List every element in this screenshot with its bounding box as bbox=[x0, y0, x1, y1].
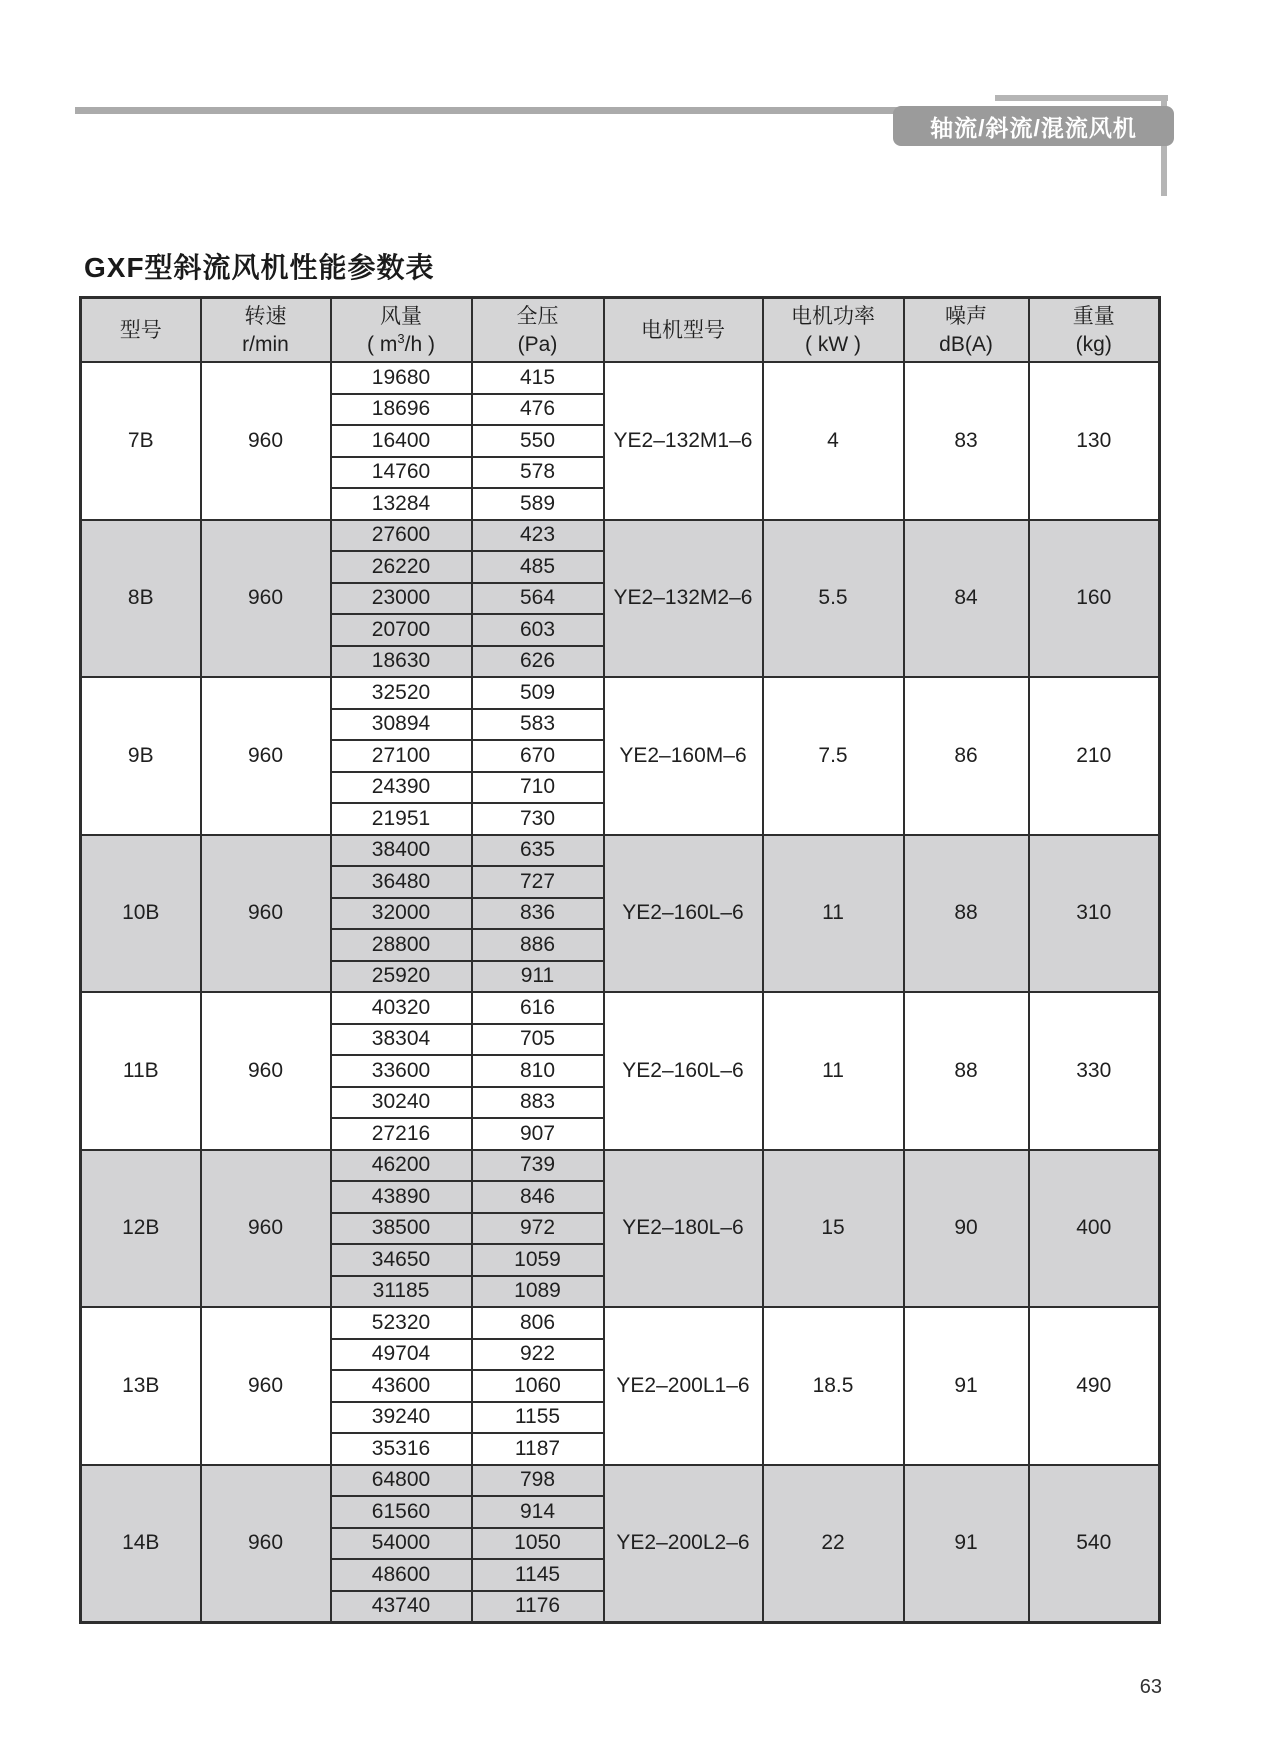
flow-cell: 32000 bbox=[331, 898, 472, 930]
model-cell: 11B bbox=[81, 992, 201, 1150]
speed-cell: 960 bbox=[201, 835, 331, 993]
flow-cell: 26220 bbox=[331, 551, 472, 583]
pressure-cell: 1187 bbox=[472, 1433, 604, 1465]
pressure-cell: 626 bbox=[472, 646, 604, 678]
header-row bbox=[81, 298, 1160, 363]
flow-cell: 39240 bbox=[331, 1402, 472, 1434]
weight-cell: 490 bbox=[1029, 1307, 1160, 1465]
column-header-power bbox=[763, 298, 904, 363]
table-row bbox=[81, 520, 1160, 552]
pressure-cell: 806 bbox=[472, 1307, 604, 1339]
pressure-cell: 1060 bbox=[472, 1370, 604, 1402]
motor-cell: YE2–160L–6 bbox=[604, 992, 763, 1150]
power-cell: 11 bbox=[763, 992, 904, 1150]
pressure-cell: 730 bbox=[472, 803, 604, 835]
flow-cell: 34650 bbox=[331, 1244, 472, 1276]
speed-cell: 960 bbox=[201, 677, 331, 835]
pressure-cell: 922 bbox=[472, 1339, 604, 1371]
flow-cell: 18630 bbox=[331, 646, 472, 678]
flow-cell: 30240 bbox=[331, 1087, 472, 1119]
pressure-cell: 907 bbox=[472, 1118, 604, 1150]
noise-cell: 88 bbox=[904, 835, 1029, 993]
flow-cell: 28800 bbox=[331, 929, 472, 961]
weight-cell: 330 bbox=[1029, 992, 1160, 1150]
flow-cell: 38500 bbox=[331, 1213, 472, 1245]
flow-cell: 13284 bbox=[331, 488, 472, 520]
pressure-cell: 415 bbox=[472, 362, 604, 394]
pressure-cell: 564 bbox=[472, 583, 604, 615]
column-header-motor bbox=[604, 298, 763, 363]
motor-cell: YE2–160M–6 bbox=[604, 677, 763, 835]
top-accent-bar bbox=[75, 107, 907, 114]
weight-cell: 540 bbox=[1029, 1465, 1160, 1623]
header-noise-unit: dB(A) bbox=[939, 332, 993, 356]
table-row bbox=[81, 362, 1160, 394]
flow-cell: 46200 bbox=[331, 1150, 472, 1182]
pressure-cell: 1145 bbox=[472, 1559, 604, 1591]
flow-cell: 38304 bbox=[331, 1024, 472, 1056]
pressure-cell: 423 bbox=[472, 520, 604, 552]
noise-cell: 86 bbox=[904, 677, 1029, 835]
header-flow-label: 风量 bbox=[380, 304, 422, 328]
pressure-cell: 670 bbox=[472, 740, 604, 772]
pressure-cell: 589 bbox=[472, 488, 604, 520]
motor-cell: YE2–132M2–6 bbox=[604, 520, 763, 678]
table-row bbox=[81, 1465, 1160, 1497]
header-weight-label: 重量 bbox=[1072, 304, 1115, 328]
model-cell: 12B bbox=[81, 1150, 201, 1308]
power-cell: 5.5 bbox=[763, 520, 904, 678]
pressure-cell: 710 bbox=[472, 772, 604, 804]
weight-cell: 160 bbox=[1029, 520, 1160, 678]
column-header-pressure bbox=[472, 298, 604, 363]
flow-cell: 36480 bbox=[331, 866, 472, 898]
pressure-cell: 1155 bbox=[472, 1402, 604, 1434]
power-cell: 22 bbox=[763, 1465, 904, 1623]
pressure-cell: 476 bbox=[472, 394, 604, 426]
pressure-cell: 635 bbox=[472, 835, 604, 867]
flow-cell: 43740 bbox=[331, 1591, 472, 1623]
motor-cell: YE2–180L–6 bbox=[604, 1150, 763, 1308]
power-cell: 18.5 bbox=[763, 1307, 904, 1465]
flow-cell: 38400 bbox=[331, 835, 472, 867]
weight-cell: 210 bbox=[1029, 677, 1160, 835]
header-power-unit: ( kW ) bbox=[805, 332, 861, 356]
header-motor-label: 电机型号 bbox=[641, 318, 725, 342]
pressure-cell: 1050 bbox=[472, 1528, 604, 1560]
column-header-model bbox=[81, 298, 201, 363]
pressure-cell: 846 bbox=[472, 1181, 604, 1213]
pressure-cell: 705 bbox=[472, 1024, 604, 1056]
header-pressure-label: 全压 bbox=[516, 304, 559, 328]
flow-cell: 21951 bbox=[331, 803, 472, 835]
model-cell: 10B bbox=[81, 835, 201, 993]
speed-cell: 960 bbox=[201, 992, 331, 1150]
column-header-weight bbox=[1029, 298, 1160, 363]
flow-cell: 49704 bbox=[331, 1339, 472, 1371]
flow-cell: 27216 bbox=[331, 1118, 472, 1150]
performance-table bbox=[79, 296, 1161, 1624]
header-speed-unit: r/min bbox=[242, 332, 289, 356]
flow-cell: 48600 bbox=[331, 1559, 472, 1591]
page-number: 63 bbox=[1139, 1676, 1162, 1698]
pressure-cell: 886 bbox=[472, 929, 604, 961]
pressure-cell: 972 bbox=[472, 1213, 604, 1245]
speed-cell: 960 bbox=[201, 1465, 331, 1623]
flow-cell: 19680 bbox=[331, 362, 472, 394]
noise-cell: 91 bbox=[904, 1465, 1029, 1623]
model-cell: 8B bbox=[81, 520, 201, 678]
pressure-cell: 739 bbox=[472, 1150, 604, 1182]
column-header-speed bbox=[201, 298, 331, 363]
power-cell: 15 bbox=[763, 1150, 904, 1308]
noise-cell: 84 bbox=[904, 520, 1029, 678]
model-cell: 14B bbox=[81, 1465, 201, 1623]
pressure-cell: 1059 bbox=[472, 1244, 604, 1276]
pressure-cell: 550 bbox=[472, 425, 604, 457]
pressure-cell: 1176 bbox=[472, 1591, 604, 1623]
page-title: GXF型斜流风机性能参数表 bbox=[84, 252, 435, 283]
noise-cell: 90 bbox=[904, 1150, 1029, 1308]
noise-cell: 88 bbox=[904, 992, 1029, 1150]
flow-cell: 54000 bbox=[331, 1528, 472, 1560]
motor-cell: YE2–132M1–6 bbox=[604, 362, 763, 520]
model-cell: 9B bbox=[81, 677, 201, 835]
header-noise-label: 噪声 bbox=[945, 304, 987, 328]
table-row bbox=[81, 835, 1160, 867]
weight-cell: 400 bbox=[1029, 1150, 1160, 1308]
table-body bbox=[81, 362, 1160, 1623]
flow-cell: 27600 bbox=[331, 520, 472, 552]
section-tab-badge bbox=[893, 106, 1174, 146]
table-row bbox=[81, 992, 1160, 1024]
flow-cell: 64800 bbox=[331, 1465, 472, 1497]
header-speed-label: 转速 bbox=[244, 304, 287, 328]
flow-cell: 14760 bbox=[331, 457, 472, 489]
pressure-cell: 603 bbox=[472, 614, 604, 646]
header-power-label: 电机功率 bbox=[791, 304, 875, 328]
table-row bbox=[81, 1307, 1160, 1339]
pressure-cell: 727 bbox=[472, 866, 604, 898]
pressure-cell: 836 bbox=[472, 898, 604, 930]
flow-cell: 30894 bbox=[331, 709, 472, 741]
header-flow-unit bbox=[332, 332, 471, 357]
flow-cell: 25920 bbox=[331, 961, 472, 993]
flow-cell: 35316 bbox=[331, 1433, 472, 1465]
flow-cell: 33600 bbox=[331, 1055, 472, 1087]
power-cell: 4 bbox=[763, 362, 904, 520]
model-cell: 13B bbox=[81, 1307, 201, 1465]
pressure-cell: 911 bbox=[472, 961, 604, 993]
flow-cell: 43890 bbox=[331, 1181, 472, 1213]
pressure-cell: 583 bbox=[472, 709, 604, 741]
flow-cell: 61560 bbox=[331, 1496, 472, 1528]
corner-bracket-horizontal-line bbox=[995, 95, 1168, 101]
flow-unit-superscript: 3 bbox=[397, 330, 405, 346]
pressure-cell: 616 bbox=[472, 992, 604, 1024]
flow-cell: 16400 bbox=[331, 425, 472, 457]
motor-cell: YE2–200L1–6 bbox=[604, 1307, 763, 1465]
weight-cell: 310 bbox=[1029, 835, 1160, 993]
header-model-label: 型号 bbox=[119, 318, 162, 342]
flow-cell: 52320 bbox=[331, 1307, 472, 1339]
model-cell: 7B bbox=[81, 362, 201, 520]
flow-cell: 43600 bbox=[331, 1370, 472, 1402]
motor-cell: YE2–200L2–6 bbox=[604, 1465, 763, 1623]
pressure-cell: 810 bbox=[472, 1055, 604, 1087]
flow-unit-suffix: /h ) bbox=[404, 332, 435, 356]
speed-cell: 960 bbox=[201, 1307, 331, 1465]
flow-cell: 23000 bbox=[331, 583, 472, 615]
speed-cell: 960 bbox=[201, 1150, 331, 1308]
pressure-cell: 485 bbox=[472, 551, 604, 583]
weight-cell: 130 bbox=[1029, 362, 1160, 520]
pressure-cell: 914 bbox=[472, 1496, 604, 1528]
pressure-cell: 509 bbox=[472, 677, 604, 709]
pressure-cell: 578 bbox=[472, 457, 604, 489]
motor-cell: YE2–160L–6 bbox=[604, 835, 763, 993]
flow-cell: 20700 bbox=[331, 614, 472, 646]
speed-cell: 960 bbox=[201, 362, 331, 520]
flow-cell: 24390 bbox=[331, 772, 472, 804]
flow-cell: 18696 bbox=[331, 394, 472, 426]
table-row bbox=[81, 1150, 1160, 1182]
column-header-flow bbox=[331, 298, 472, 363]
column-header-noise bbox=[904, 298, 1029, 363]
flow-cell: 32520 bbox=[331, 677, 472, 709]
power-cell: 7.5 bbox=[763, 677, 904, 835]
flow-cell: 40320 bbox=[331, 992, 472, 1024]
section-tab-label: 轴流/斜流/混流风机 bbox=[930, 114, 1137, 141]
flow-cell: 27100 bbox=[331, 740, 472, 772]
noise-cell: 83 bbox=[904, 362, 1029, 520]
pressure-cell: 798 bbox=[472, 1465, 604, 1497]
table-row bbox=[81, 677, 1160, 709]
noise-cell: 91 bbox=[904, 1307, 1029, 1465]
power-cell: 11 bbox=[763, 835, 904, 993]
flow-unit-prefix: ( m bbox=[367, 332, 398, 356]
header-pressure-unit: (Pa) bbox=[517, 332, 558, 356]
table-header bbox=[81, 298, 1160, 363]
pressure-cell: 1089 bbox=[472, 1276, 604, 1308]
speed-cell: 960 bbox=[201, 520, 331, 678]
pressure-cell: 883 bbox=[472, 1087, 604, 1119]
flow-cell: 31185 bbox=[331, 1276, 472, 1308]
header-weight-unit: (kg) bbox=[1075, 332, 1112, 356]
